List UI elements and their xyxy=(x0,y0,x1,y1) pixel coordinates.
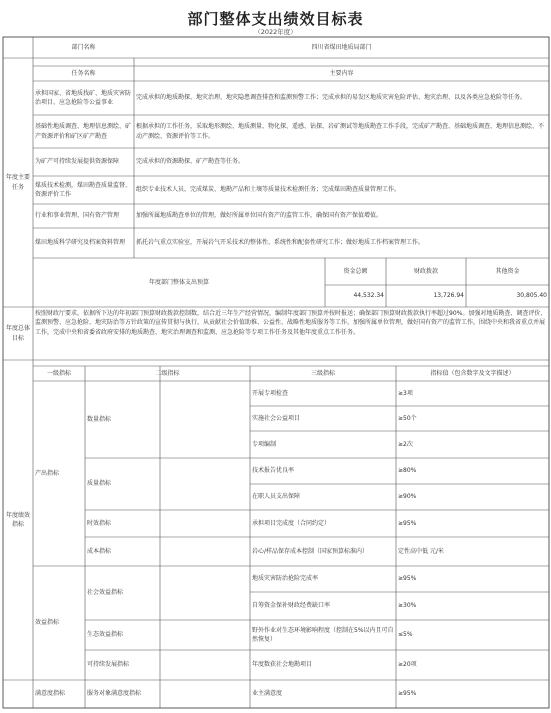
page-title: 部门整体支出绩效目标表 xyxy=(187,10,364,28)
l2-social: 社会效益指标 xyxy=(87,589,124,597)
budget-total-value: 44,532.34 xyxy=(353,292,384,300)
budget-other-value: 30,805.40 xyxy=(516,292,547,300)
l3-name: 野外作业对生态环境影响程度（控制在5%以内且可自然恢复） xyxy=(252,626,394,643)
l2-sustainable: 可持续发展指标 xyxy=(87,661,130,669)
task-content: 组织专业技术人员，完成煤炭、地勘产品和土壤等质量技术检测任务；完成煤田勘查质量管理工作。 xyxy=(136,186,401,194)
l3-name: 年度数获社会地勘项目 xyxy=(252,661,313,669)
task-content-header: 主要内容 xyxy=(329,69,354,77)
overall-goal-text: 按照财政厅要求，依据所下达的年初部门预算财政拨款控制数，结合近三年生产经营情况，编制年度部门预算并按时报送；确保部门预算财政拨款执行率超过90%。加强对地质勘查、调查评价、监测预警、应急抢险、地灾防治等方针政策的宣传贯彻与执行，从贡献社会价值助推、公益性、战略性地质服务等工作，加强所属单位管理，做好国有资产的监管工作，围绕中央和我省重点并展工作，完成中央和省委省政府安排的地质勘查、地灾治理调查和监测、应急抢险等专项工作任务及其他年度重点工作任务。 xyxy=(35,310,547,336)
l1-benefit: 效益指标 xyxy=(35,619,60,627)
l2-header: 二级指标 xyxy=(155,369,180,377)
task-name: 行业和事业管理、国有资产管理 xyxy=(35,212,120,220)
year-label: （2022年度） xyxy=(254,28,297,36)
budget-total-header: 资金总额 xyxy=(343,267,368,275)
task-name: 为矿产可持续发展提供资源保障 xyxy=(35,158,120,166)
l3-value: ≥95% xyxy=(398,519,417,527)
l3-value: ≥95% xyxy=(398,575,417,583)
l2-timeliness: 时效指标 xyxy=(87,519,112,527)
l2-quality: 质量指标 xyxy=(87,480,112,488)
task-name: 基础性地质调查、地理信息测绘、矿产资源评价和矿区矿产勘查 xyxy=(35,123,132,140)
task-name-header: 任务名称 xyxy=(71,69,96,77)
l3-value: 定性高中低 元/米 xyxy=(398,547,444,555)
task-content: 根据承担的工作任务，采取地形测绘、地质测量、物化探、遥感、钻探、岩矿测试等地质勘查工作手段，完成矿产勘查、基础地质调查、地理信息测绘、不动产测绘、资源评价等工作。 xyxy=(136,123,545,140)
l3-value: ≥90% xyxy=(398,493,417,501)
l3-name: 实施社会公益项目 xyxy=(252,414,301,422)
l1-output: 产出指标 xyxy=(35,469,60,477)
l3-value: ≥30% xyxy=(398,602,417,610)
task-name: 煤质技术检测，煤田勘查质量监督、资源评价工作 xyxy=(35,181,132,198)
l2-quantity: 数量指标 xyxy=(87,415,112,423)
l3-value: ≥3项 xyxy=(398,389,413,397)
value-header: 指标值（包含数字及文字描述） xyxy=(430,369,515,377)
l3-name: 岩心/样品保存成本控制（国家预算标准内） xyxy=(252,547,369,555)
l2-service-satisfaction: 服务对象满意度指标 xyxy=(87,690,142,698)
l3-value: ≥20项 xyxy=(398,661,417,669)
l3-name: 地质灾害防治抢险完成率 xyxy=(252,575,319,583)
l3-name: 业主满意度 xyxy=(252,690,283,698)
task-content: 完成承担的地质勘探、地灾治理、地灾隐患调查排查和监测预警工作；完成承担的易发区地质灾害危险评估、地灾治理、以及各类应急抢险等任务。 xyxy=(136,94,527,102)
budget-fiscal-value: 13,726.94 xyxy=(433,292,464,300)
dept-label: 部门名称 xyxy=(71,43,96,51)
task-name: 煤田地质科学研究及档案资料管理 xyxy=(35,239,126,247)
l2-ecological: 生态效益指标 xyxy=(87,631,124,639)
l3-value: ≥95% xyxy=(398,690,417,698)
budget-fiscal-header: 财政拨款 xyxy=(413,267,438,275)
l3-name: 自筹资金保补财政经费缺口率 xyxy=(252,602,331,610)
budget-other-header: 其他资金 xyxy=(495,267,520,275)
l3-name: 技术报告优良率 xyxy=(252,467,295,475)
indicators-label: 年度绩效指标 xyxy=(5,511,30,528)
l3-value: ≥2次 xyxy=(398,440,413,448)
l1-satisfaction: 满意度指标 xyxy=(35,690,66,698)
l2-cost: 成本指标 xyxy=(87,547,112,555)
l3-header: 三级指标 xyxy=(310,369,335,377)
overall-goal-label: 年度总体目标 xyxy=(5,325,30,342)
l1-header: 一级指标 xyxy=(46,369,71,377)
task-content: 抓托岩气重点实验室，开展岩气开采技术的整体性、系统性和配套性研究工作；做好地质工作档案管理工作。 xyxy=(136,239,425,247)
l3-name: 开展专项检查 xyxy=(252,389,289,397)
task-name: 承担国家、省地质找矿、地质灾害防治项目、应急抢险等公益事业 xyxy=(35,89,132,106)
annual-tasks-label: 年度主要任务 xyxy=(5,174,30,191)
l3-value: ≥80% xyxy=(398,467,417,475)
dept-value: 四川省煤田地质局部门 xyxy=(311,43,372,51)
l3-value: ≥50个 xyxy=(398,414,417,422)
budget-label: 年度部门整体支出预算 xyxy=(148,278,209,286)
task-content: 加强所属地质勘查单位的管理，做好所属单位国有资产的监管工作，确保国有资产保值增值。 xyxy=(136,212,383,220)
l3-name: 在职人员支出保障 xyxy=(252,493,301,501)
l3-name: 承担项目完成度（合同约定） xyxy=(252,519,331,527)
l3-name: 专项编制 xyxy=(252,440,277,448)
task-content: 完成承担的资源勘探、矿产勘查等任务。 xyxy=(136,158,245,166)
l3-value: ≤5% xyxy=(398,631,413,639)
